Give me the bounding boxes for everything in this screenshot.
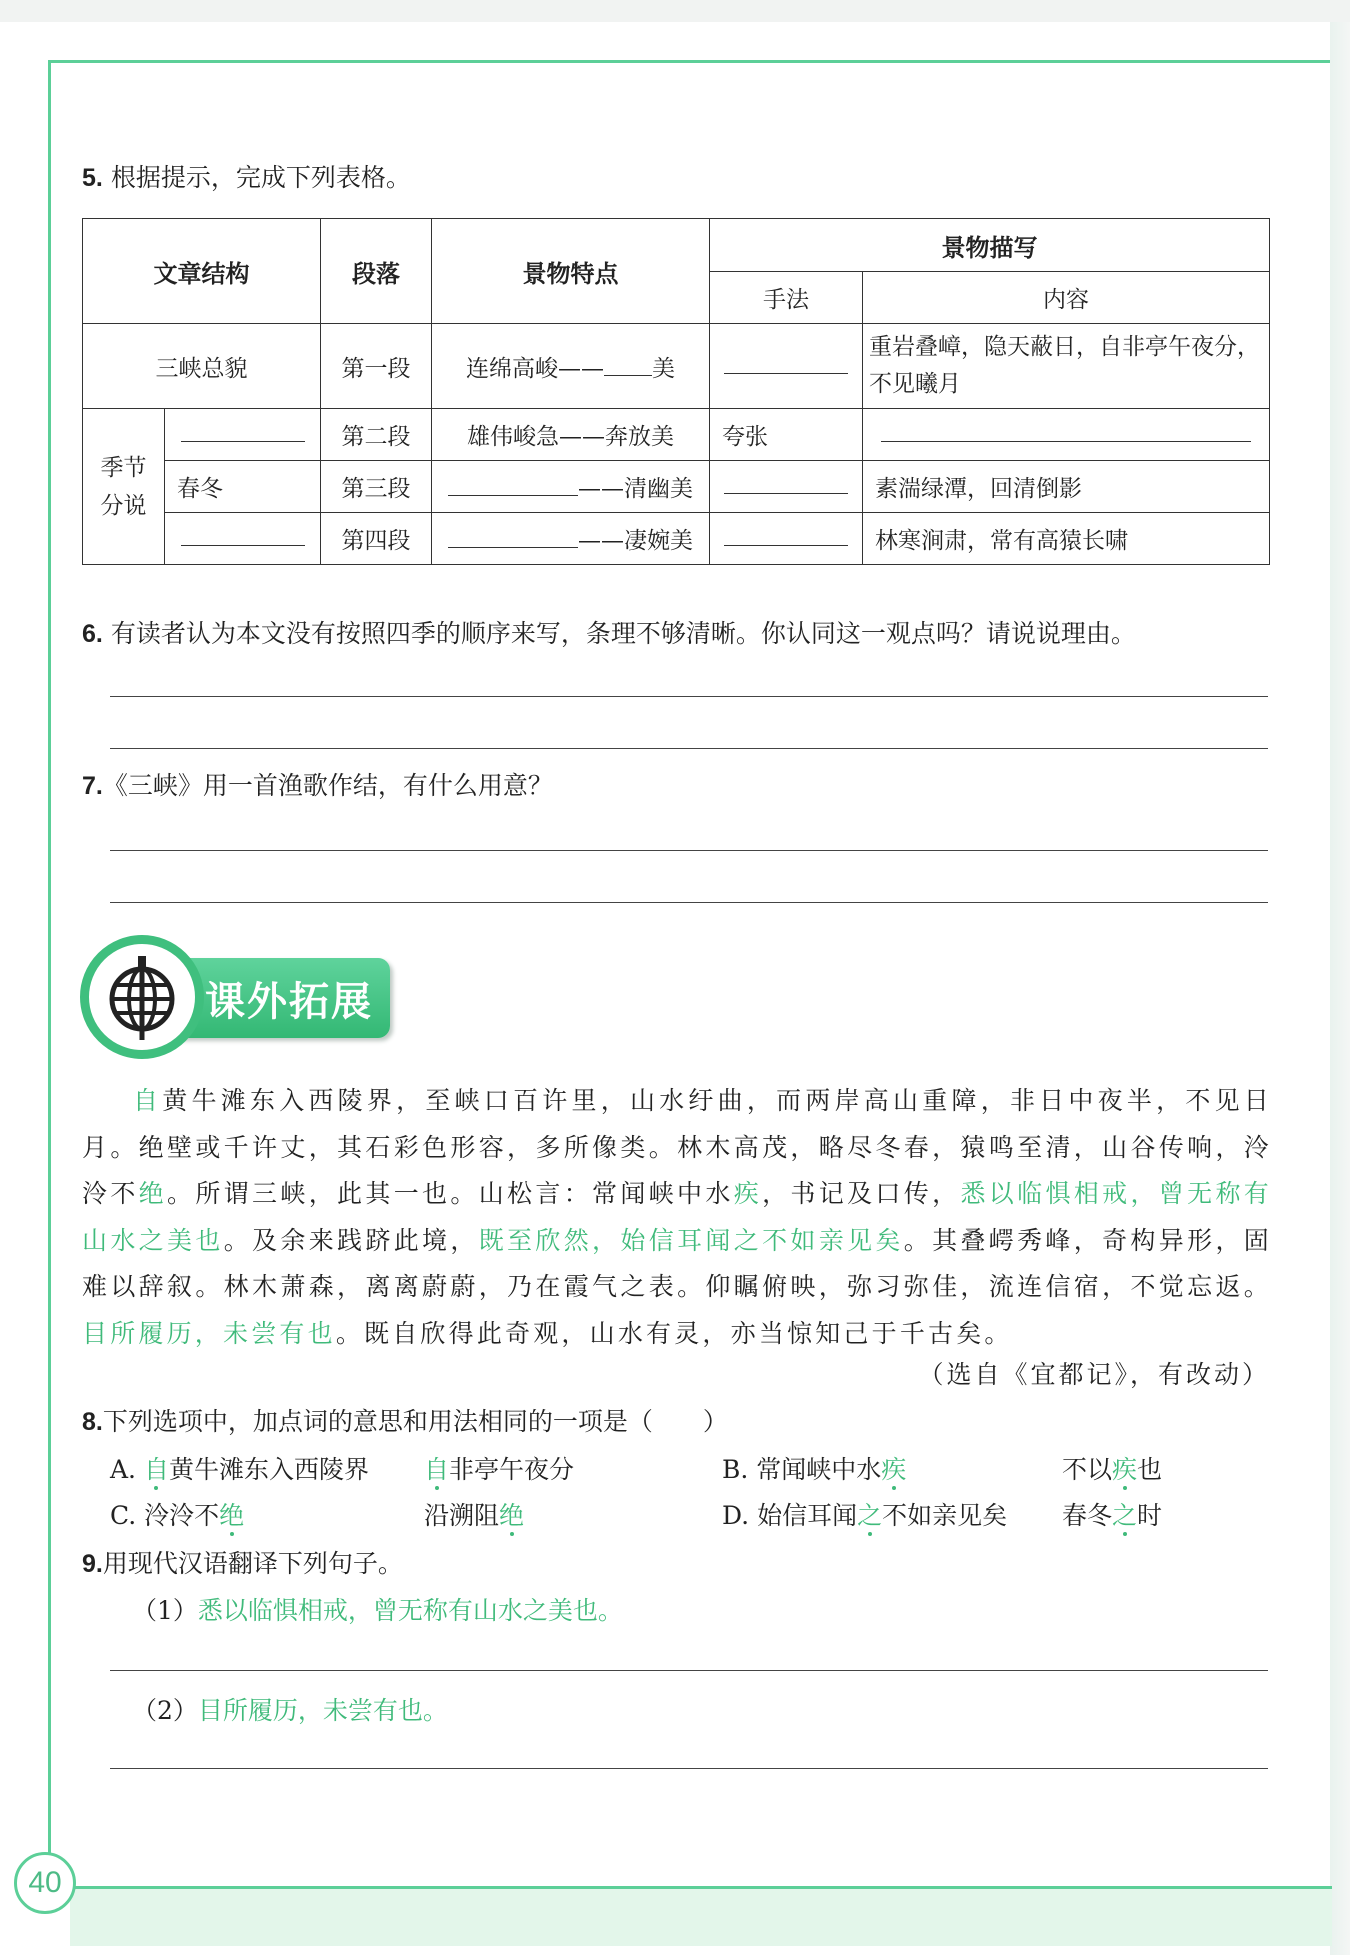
row4-feature-suffix: ——凄婉美 [578, 528, 693, 554]
option-c-word-1: 绝 [219, 1501, 245, 1530]
row1-content: 重岩叠嶂，隐天蔽日，自非亭午夜分，不见曦月 [863, 324, 1270, 409]
row1-feature-prefix: 连绵高峻—— [466, 355, 604, 382]
row4-feature-blank[interactable] [448, 527, 578, 548]
row2-season [165, 409, 321, 461]
row2-feature: 雄伟峻急——奔放美 [432, 409, 710, 461]
row4-paragraph: 第四段 [321, 513, 432, 565]
page-number: 40 [14, 1852, 76, 1914]
row4-feature [432, 513, 710, 565]
page-top-band [0, 0, 1350, 22]
row1-feature [432, 324, 710, 409]
globe-icon [89, 944, 195, 1050]
option-d-phrase-3: 春冬 [1062, 1501, 1113, 1530]
q5-table [82, 218, 1270, 565]
header-paragraph: 段落 [321, 219, 432, 324]
q8-option-d-second [1062, 1498, 1162, 1534]
row3-paragraph: 第三段 [321, 461, 432, 513]
passage-part-12: 。既自欣得此奇观，山水有灵，亦当惊知己于千古矣。 [335, 1318, 1013, 1348]
row1-structure: 三峡总貌 [83, 324, 321, 409]
q8-option-c[interactable] [110, 1498, 244, 1534]
q9-sentence-1 [132, 1593, 623, 1629]
row3-feature [432, 461, 710, 513]
q6-prompt [82, 616, 1136, 652]
q7-answer-line-1[interactable] [110, 850, 1268, 851]
q5-text: 根据提示，完成下列表格。 [110, 163, 411, 192]
option-b-phrase-1: 常闻峡中水 [756, 1455, 882, 1484]
row2-content [863, 409, 1270, 461]
q8-option-a-second [424, 1452, 574, 1488]
q5-prompt [82, 160, 411, 196]
row1-feature-blank[interactable] [604, 355, 652, 376]
q6-number: 6. [82, 620, 103, 648]
row1-technique [710, 324, 863, 409]
header-feature: 景物特点 [432, 219, 710, 324]
reading-passage [82, 1078, 1272, 1357]
option-b-phrase-2: 不以 [1062, 1455, 1113, 1484]
option-c-word-2: 绝 [499, 1501, 525, 1530]
passage-part-2: 黄牛滩东入西陵界，至峡口百许里，山水纡曲，而两岸高山重障，非日中夜半，不见日月。绝壁或千许丈，其石彩色形容，多所像类。林木高茂，略尽冬春，猿鸣至清，山谷传响，泠泠不 [82, 1086, 1272, 1208]
q8-prompt [82, 1404, 728, 1440]
q9-text: 用现代汉语翻译下列句子。 [102, 1549, 403, 1578]
passage-part-5: 疾 [733, 1179, 763, 1208]
option-d-word-2: 之 [1112, 1501, 1138, 1530]
passage-part-4: 。所谓三峡，此其一也。山松言：常闻峡中水 [167, 1179, 734, 1208]
row4-season-blank[interactable] [181, 525, 305, 546]
q8-text: 下列选项中，加点词的意思和用法相同的一项是（ ） [102, 1407, 728, 1436]
q8-option-a[interactable] [110, 1452, 369, 1488]
q8-number: 8. [82, 1408, 103, 1436]
header-technique: 手法 [710, 272, 863, 324]
option-d-word-1: 之 [857, 1501, 883, 1530]
passage-part-3: 绝 [138, 1179, 168, 1208]
frame-left-line [48, 60, 51, 1878]
q9-sentence-2-label: （2） [132, 1696, 198, 1725]
passage-part-10: 。其叠崿秀峰，奇构异形，固难以辞叙。林木萧森，离离蔚蔚，乃在霞气之表。仰瞩俯映，弥习弥佳，流连信宿，不觉忘返。 [82, 1225, 1272, 1301]
option-d-phrase-1: 始信耳闻 [757, 1501, 858, 1530]
option-d-phrase-2: 不如亲见矣 [882, 1501, 1008, 1530]
option-c-phrase-1: 泠泠不 [144, 1501, 220, 1530]
option-b-letter: B. [722, 1455, 749, 1484]
q9-sentence-2-text: 目所履历，未尝有也。 [197, 1696, 448, 1725]
q9-sentence-2 [132, 1693, 448, 1729]
row2-content-blank[interactable] [881, 421, 1251, 442]
q8-option-c-second [424, 1498, 524, 1534]
passage-part-6: ，书记及口传， [762, 1179, 961, 1208]
footer-band [70, 1888, 1332, 1946]
row3-technique [710, 461, 863, 513]
header-content: 内容 [863, 272, 1270, 324]
option-a-phrase-1: 黄牛滩东入西陵界 [168, 1455, 369, 1484]
group-label-seasons: 季节分说 [83, 409, 165, 565]
q8-option-b[interactable] [722, 1452, 906, 1488]
option-a-word-1: 自 [143, 1455, 169, 1484]
passage-highlight-3: 目所履历，未尝有也 [82, 1318, 336, 1348]
row2-season-blank[interactable] [181, 421, 305, 442]
option-c-phrase-2: 沿溯阻 [424, 1501, 500, 1530]
row2-paragraph: 第二段 [321, 409, 432, 461]
passage-highlight-2: 既至欣然，始信耳闻之不如亲见矣 [478, 1225, 904, 1255]
row4-content: 林寒涧肃，常有高猿长啸 [863, 513, 1270, 565]
option-d-phrase-4: 时 [1137, 1501, 1163, 1530]
header-structure: 文章结构 [83, 219, 321, 324]
row3-technique-blank[interactable] [724, 473, 848, 494]
option-b-word-1: 疾 [881, 1455, 907, 1484]
q7-prompt [82, 768, 553, 804]
row3-season: 春冬 [165, 461, 321, 513]
q7-number: 7. [82, 772, 103, 800]
row2-technique: 夸张 [710, 409, 863, 461]
q6-answer-line-1[interactable] [110, 696, 1268, 697]
row3-feature-blank[interactable] [448, 475, 578, 496]
header-description: 景物描写 [710, 219, 1270, 272]
q9-answer-line-1[interactable] [110, 1670, 1268, 1671]
q8-option-d[interactable] [722, 1498, 1007, 1534]
row1-feature-suffix: 美 [652, 355, 675, 382]
q9-sentence-1-text: 悉以临惧相戒，曾无称有山水之美也。 [197, 1596, 623, 1625]
page-edge-shadow [1330, 22, 1350, 1955]
frame-bottom-line [70, 1886, 1332, 1889]
q7-text: 《三峡》用一首渔歌作结，有什么用意？ [102, 771, 553, 800]
q6-text: 有读者认为本文没有按照四季的顺序来写，条理不够清晰。你认同这一观点吗？请说说理由。 [110, 619, 1136, 648]
frame-top-line [48, 60, 1330, 63]
row1-paragraph: 第一段 [321, 324, 432, 409]
option-a-phrase-2: 非亭午夜分 [449, 1455, 575, 1484]
q9-number: 9. [82, 1550, 103, 1578]
row1-technique-blank[interactable] [724, 353, 848, 374]
passage-part-8: 。及余来践跻此境， [223, 1225, 479, 1255]
passage-source: （选自《宜都记》，有改动） [918, 1360, 1270, 1389]
row4-season [165, 513, 321, 565]
q8-option-b-second [1062, 1452, 1162, 1488]
banner-badge [80, 935, 204, 1059]
q7-answer-line-2[interactable] [110, 902, 1268, 903]
option-c-letter: C. [110, 1501, 137, 1530]
q9-prompt [82, 1546, 403, 1582]
option-b-word-2: 疾 [1112, 1455, 1138, 1484]
row3-feature-suffix: ——清幽美 [578, 476, 693, 502]
passage-highlight-1: 悉以临惧相戒，曾无称有山水之美也 [82, 1179, 1272, 1255]
q9-answer-line-2[interactable] [110, 1768, 1268, 1769]
q5-number: 5. [82, 164, 103, 192]
passage-part-1: 自 [132, 1086, 163, 1115]
row3-content: 素湍绿潭，回清倒影 [863, 461, 1270, 513]
row4-technique [710, 513, 863, 565]
q6-answer-line-2[interactable] [110, 748, 1268, 749]
q9-sentence-1-label: （1） [132, 1596, 198, 1625]
option-b-phrase-3: 也 [1137, 1455, 1163, 1484]
option-a-letter: A. [110, 1455, 137, 1484]
option-d-letter: D. [722, 1501, 750, 1530]
section-title: 课外拓展 [205, 979, 373, 1025]
row4-technique-blank[interactable] [724, 525, 848, 546]
option-a-word-2: 自 [424, 1455, 450, 1484]
